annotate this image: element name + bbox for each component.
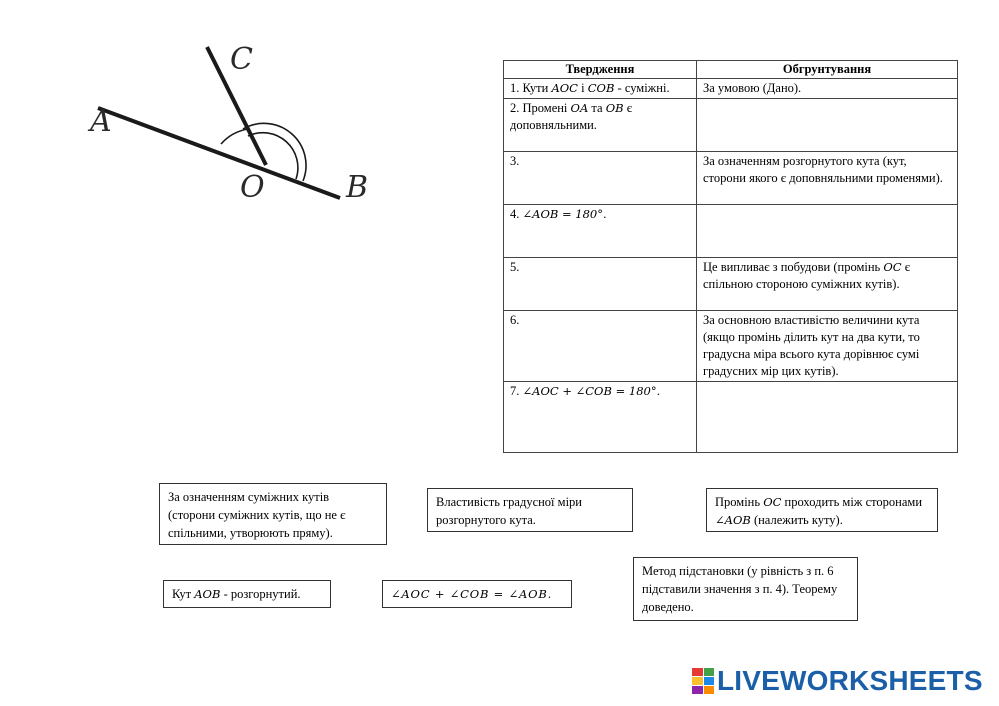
angle-diagram	[80, 35, 390, 210]
label-o: O	[240, 170, 265, 205]
statement-drop-zone-5[interactable]: 5.	[504, 258, 697, 311]
table-row	[504, 152, 958, 205]
table-header-row	[504, 61, 958, 79]
label-c: C	[230, 42, 253, 77]
logo-icon	[692, 668, 714, 694]
card-aob-straight[interactable]: Кут AOB - розгорнутий.	[163, 580, 331, 608]
card-substitution[interactable]	[633, 557, 858, 621]
statement-cell-1: 1. Кути AOC і COB - суміжні.	[504, 79, 697, 99]
table-row	[504, 311, 958, 382]
label-a: A	[90, 104, 112, 139]
reason-drop-zone-7[interactable]	[697, 382, 958, 453]
reason-drop-zone-4[interactable]	[697, 205, 958, 258]
card-straight-angle-property[interactable]	[427, 488, 633, 532]
reason-cell-1: За умовою (Дано).	[697, 79, 958, 99]
logo-text: LIVEWORKSHEETS	[717, 665, 983, 696]
reason-cell-5: Це випливає з побудови (промінь OC є спільною стороною суміжних кутів).	[697, 258, 958, 311]
header-statement: Твердження	[504, 61, 697, 79]
label-b: B	[346, 170, 369, 205]
card-ray-oc-between[interactable]: Промінь OC проходить між сторонами ∠AOB (належить куту).	[706, 488, 938, 532]
statement-cell-2: 2. Промені OA та OB є доповняльними.	[504, 99, 697, 152]
liveworksheets-logo	[692, 664, 983, 698]
proof-table	[503, 60, 958, 453]
card-adjacent-definition[interactable]	[159, 483, 387, 545]
statement-drop-zone-3[interactable]: 3.	[504, 152, 697, 205]
table-row	[504, 99, 958, 152]
statement-cell-7: 7. ∠AOC + ∠COB = 180°.	[504, 382, 697, 453]
header-reason: Обгрунтування	[697, 61, 958, 79]
table-row	[504, 382, 958, 453]
reason-cell-6: За основною властивістю величини кута (якщо промінь ділить кут на два кути, то градусна міра всього кута дорівнює сумі градусних мір цих кутів).	[697, 311, 958, 382]
card-text: ∠AOC + ∠COB = ∠AOB.	[391, 587, 553, 601]
card-angle-sum[interactable]	[382, 580, 572, 608]
card-text: Властивість градусної міри розгорнутого кута.	[436, 495, 582, 527]
angle-arc-aoc	[221, 129, 248, 144]
statement-cell-4: 4. ∠AOB = 180°.	[504, 205, 697, 258]
table-row	[504, 205, 958, 258]
table-row	[504, 258, 958, 311]
reason-cell-3: За означенням розгорнутого кута (кут, сторони якого є доповняльними променями).	[697, 152, 958, 205]
card-text: Метод підстановки (у рівність з п. 6 підставили значення з п. 4). Теорему доведено.	[642, 564, 838, 614]
table-row	[504, 79, 958, 99]
reason-drop-zone-2[interactable]	[697, 99, 958, 152]
card-text: За означенням суміжних кутів (сторони суміжних кутів, що не є спільними, утворюють пряму).	[168, 490, 346, 540]
statement-drop-zone-6[interactable]: 6.	[504, 311, 697, 382]
